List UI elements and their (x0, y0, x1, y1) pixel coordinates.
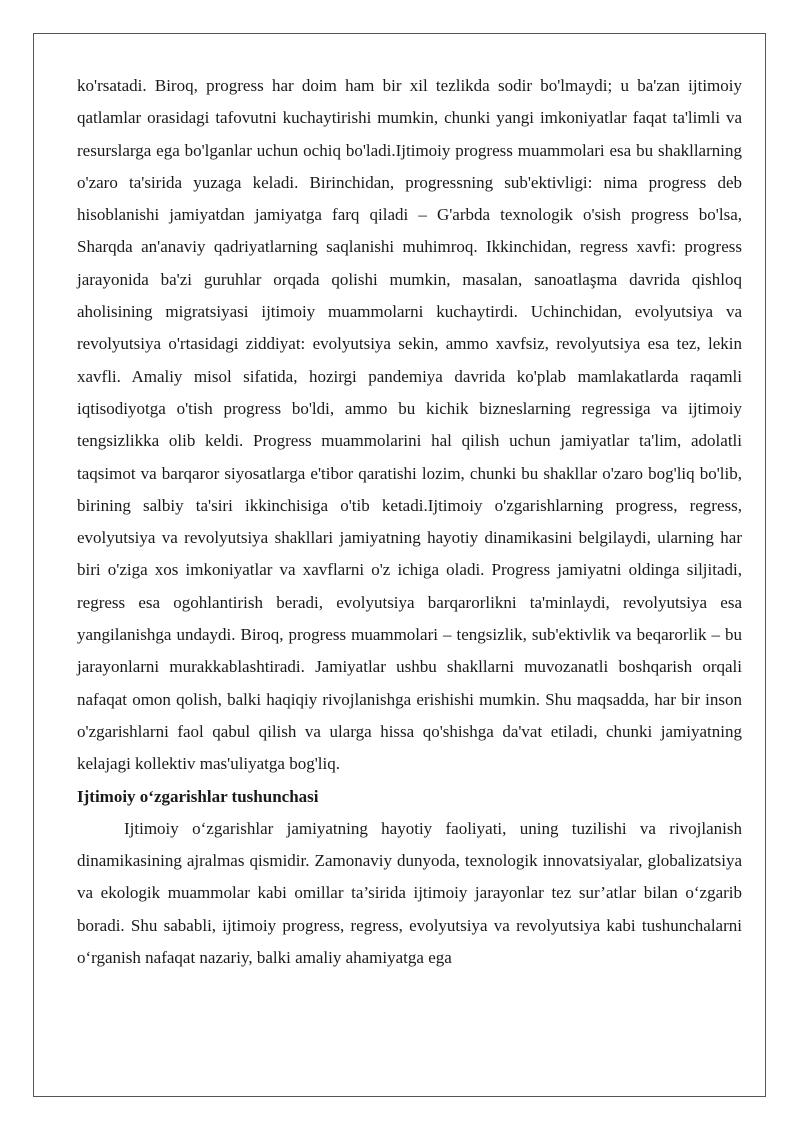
section-heading: Ijtimoiy o‘zgarishlar tushunchasi (77, 786, 319, 806)
body-paragraph: ko'rsatadi. Biroq, progress har doim ham bir xil tezlikda sodir bo'lmaydi; u ba'zan ijtimoiy qatlamlar orasidagi tafovutni kuchaytirishi mumkin, chunki yangi imkoniyatlar faqat ta'limli va resurslarga ega bo'lganlar uchun ochiq bo'ladi.Ijtimoiy progress muammolari esa bu shakllarning o'zaro ta'sirida yuzaga keladi. Birinchidan, progressning sub'ektivligi: nima progress deb hisoblanishi jamiyatdan jamiyatga farq qiladi – G'arbda texnologik o'sish progress bo'lsa, Sharqda an'anaviy qadriyatlarning saqlanishi muhimroq. Ikkinchidan, regress xavfi: progress jarayonida ba'zi guruhlar orqada qolishi mumkin, masalan, sanoatlaşma davrida qishloq aholisining migratsiyasi ijtimoiy muammolarni kuchaytirdi. Uchinchidan, evolyutsiya va revolyutsiya o'rtasidagi ziddiyat: evolyutsiya sekin, ammo xavfsiz, revolyutsiya esa tez, lekin xavfli. Amaliy misol sifatida, hozirgi pandemiya davrida ko'plab mamlakatlarda raqamli iqtisodiyotga o'tish progress bo'ldi, ammo bu kichik bizneslarning regressiga va ijtimoiy tengsizlikka olib keldi. Progress muammolarini hal qilish uchun jamiyatlar ta'lim, adolatli taqsimot va barqaror siyosatlarga e'tibor qaratishi lozim, chunki bu shakllar o'zaro bog'liq bo'lib, birining salbiy ta'siri ikkinchisiga o'tib ketadi.Ijtimoiy o'zgarishlarning progress, regress, evolyutsiya va revolyutsiya shakllari jamiyatning hayotiy dinamikasini belgilaydi, ularning har biri o'ziga xos imkoniyatlar va xavflarni o'z ichiga oladi. Progress jamiyatni oldinga siljitadi, regress esa ogohlantirish beradi, evolyutsiya barqarorlikni ta'minlaydi, revolyutsiya esa yangilanishga undaydi. Biroq, progress muammolari – tengsizlik, sub'ektivlik va beqarorlik – bu jarayonlarni murakkablashtiradi. Jamiyatlar ushbu shakllarni muvozanatli boshqarish orqali nafaqat omon qolish, balki haqiqiy rivojlanishga erishishi mumkin. Shu maqsadda, har bir inson o'zgarishlarni faol qabul qilish va ularga hissa qo'shishga da'vat etiladi, chunki jamiyatning kelajagi kollektiv mas'uliyatga bog'liq. (77, 76, 742, 774)
body-paragraph: Ijtimoiy o‘zgarishlar jamiyatning hayotiy faoliyati, uning tuzilishi va rivojlanish dinamikasining ajralmas qismidir. Zamonaviy dunyoda, texnologik innovatsiyalar, globalizatsiya va ekologik muammolar kabi omillar ta’sirida ijtimoiy jarayonlar tez sur’atlar bilan o‘zgarib boradi. Shu sababli, ijtimoiy progress, regress, evolyutsiya va revolyutsiya kabi tushunchalarni o‘rganish nafaqat nazariy, balki amaliy ahamiyatga ega (77, 818, 742, 968)
document-body (77, 70, 742, 974)
